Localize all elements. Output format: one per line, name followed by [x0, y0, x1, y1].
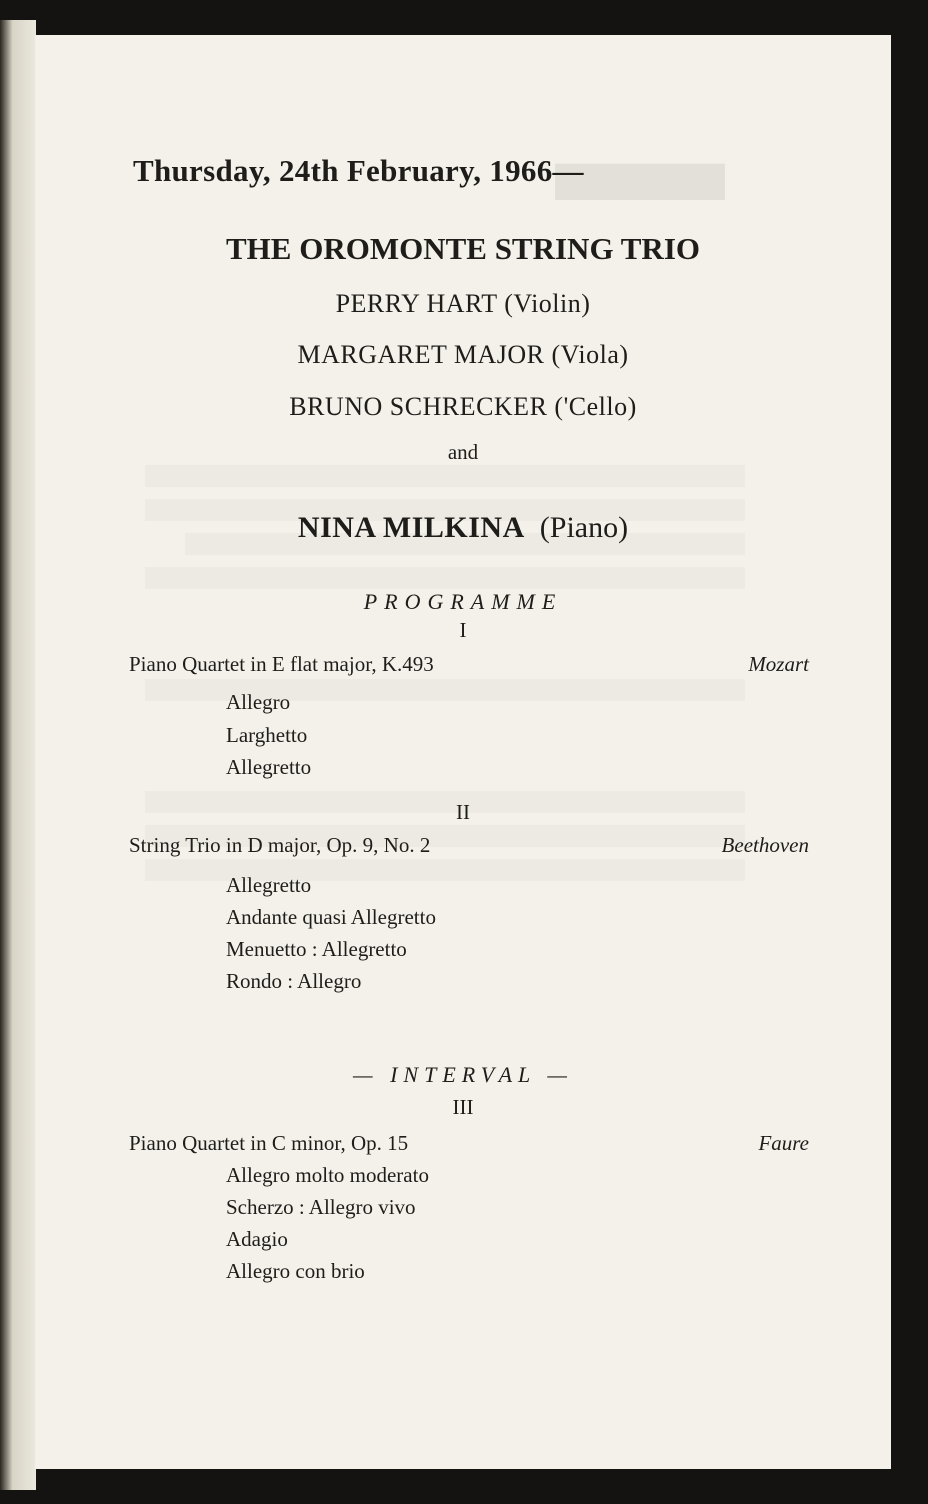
movement-1-1: Allegro [226, 690, 291, 714]
work-title-1: Piano Quartet in E flat major, K.493 [129, 652, 434, 676]
section-numeral-3: III [452, 1095, 474, 1119]
movement-2-2: Andante quasi Allegretto [226, 905, 436, 929]
interval-heading: — INTERVAL — [353, 1062, 573, 1087]
movement-2-1: Allegretto [226, 873, 312, 897]
movement-3-1: Allegro molto moderato [226, 1163, 429, 1187]
movement-3-4: Allegro con brio [226, 1259, 365, 1283]
performer-viola: MARGARET MAJOR (Viola) [297, 340, 629, 369]
movement-2-3: Menuetto : Allegretto [226, 937, 407, 961]
pianist-instrument: (Piano) [539, 511, 629, 544]
show-through-block [105, 445, 745, 1325]
movement-1-2: Larghetto [226, 723, 308, 747]
binding-edge [0, 20, 36, 1490]
composer-2: Beethoven [721, 833, 809, 857]
pianist-name: NINA MILKINA [297, 511, 525, 544]
programme-page [35, 35, 891, 1469]
connector-and: and [447, 440, 479, 464]
movement-3-3: Adagio [226, 1227, 288, 1251]
section-numeral-1: I [459, 618, 467, 642]
concert-date: Thursday, 24th February, 1966— [133, 153, 584, 188]
ensemble-name: THE OROMONTE STRING TRIO [226, 231, 700, 266]
show-through-text: ████████ [555, 165, 726, 198]
section-numeral-2: II [456, 800, 470, 824]
performer-cello: BRUNO SCHRECKER ('Cello) [289, 392, 637, 421]
programme-heading: PROGRAMME [363, 589, 563, 614]
pianist-line [35, 511, 891, 545]
movement-3-2: Scherzo : Allegro vivo [226, 1195, 416, 1219]
work-title-3: Piano Quartet in C minor, Op. 15 [129, 1131, 409, 1155]
movement-2-4: Rondo : Allegro [226, 969, 362, 993]
composer-3: Faure [758, 1131, 809, 1155]
movement-1-3: Allegretto [226, 755, 312, 779]
composer-1: Mozart [748, 652, 809, 676]
work-title-2: String Trio in D major, Op. 9, No. 2 [129, 833, 431, 857]
performer-violin: PERRY HART (Violin) [335, 289, 591, 318]
